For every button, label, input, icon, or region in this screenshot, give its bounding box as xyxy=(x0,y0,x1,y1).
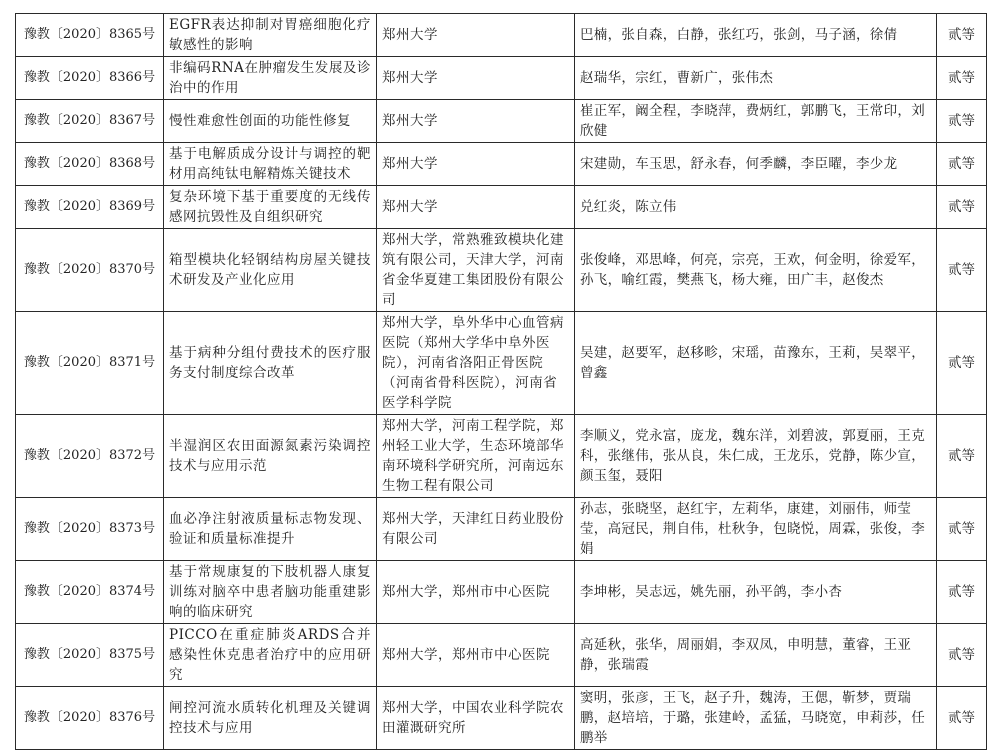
completing-persons: 高延秋，张华，周丽娟，李双凤，申明慧，董睿，王亚静，张瑞霞 xyxy=(575,624,937,687)
project-title: 半湿润区农田面源氮素污染调控技术与应用示范 xyxy=(164,415,377,498)
document-number: 豫教〔2020〕8374号 xyxy=(16,561,164,624)
project-title: 非编码RNA在肿瘤发生发展及诊治中的作用 xyxy=(164,57,377,100)
document-number: 豫教〔2020〕8370号 xyxy=(16,229,164,312)
award-grade: 贰等 xyxy=(937,186,987,229)
completing-unit: 郑州大学，常熟雅致模块化建筑有限公司，天津大学，河南省金华夏建工集团股份有限公司 xyxy=(377,229,575,312)
table-row xyxy=(16,100,987,143)
project-title: 闸控河流水质转化机理及关键调控技术与应用 xyxy=(164,687,377,750)
award-list-table xyxy=(15,13,987,750)
document-number: 豫教〔2020〕8365号 xyxy=(16,14,164,57)
completing-unit: 郑州大学，天津红日药业股份有限公司 xyxy=(377,498,575,561)
document-number: 豫教〔2020〕8375号 xyxy=(16,624,164,687)
table-row xyxy=(16,229,987,312)
completing-persons: 李顺义，党永富，庞龙，魏东洋，刘碧波，郭夏丽，王克科，张继伟，张从良，朱仁成，王龙乐，党静，陈少宣，颜玉玺，聂阳 xyxy=(575,415,937,498)
award-grade: 贰等 xyxy=(937,415,987,498)
completing-unit: 郑州大学 xyxy=(377,143,575,186)
completing-persons: 兑红炎，陈立伟 xyxy=(575,186,937,229)
completing-persons: 窦明，张彦，王飞，赵子升，魏涛，王偲，靳梦，贾瑞鹏，赵培培，于璐，张建岭，孟猛，马晓宽，申莉莎，任鹏举 xyxy=(575,687,937,750)
document-number: 豫教〔2020〕8373号 xyxy=(16,498,164,561)
project-title: 基于病种分组付费技术的医疗服务支付制度综合改革 xyxy=(164,312,377,415)
project-title: EGFR表达抑制对胃癌细胞化疗敏感性的影响 xyxy=(164,14,377,57)
award-grade: 贰等 xyxy=(937,100,987,143)
award-grade: 贰等 xyxy=(937,143,987,186)
award-grade: 贰等 xyxy=(937,312,987,415)
table-row xyxy=(16,143,987,186)
table-row xyxy=(16,57,987,100)
project-title: PICCO在重症肺炎ARDS合并感染性休克患者治疗中的应用研究 xyxy=(164,624,377,687)
table-row xyxy=(16,687,987,750)
award-grade: 贰等 xyxy=(937,57,987,100)
document-number: 豫教〔2020〕8372号 xyxy=(16,415,164,498)
project-title: 慢性难愈性创面的功能性修复 xyxy=(164,100,377,143)
document-number: 豫教〔2020〕8367号 xyxy=(16,100,164,143)
completing-persons: 赵瑞华，宗红，曹新广，张伟杰 xyxy=(575,57,937,100)
project-title: 复杂环境下基于重要度的无线传感网抗毁性及自组织研究 xyxy=(164,186,377,229)
completing-unit: 郑州大学，郑州市中心医院 xyxy=(377,624,575,687)
table-row xyxy=(16,14,987,57)
completing-persons: 巴楠，张自森，白静，张红巧，张剑，马子涵，徐倩 xyxy=(575,14,937,57)
document-number: 豫教〔2020〕8368号 xyxy=(16,143,164,186)
completing-persons: 崔正军，阚全程，李晓萍，费炳红，郭鹏飞，王常印，刘欣健 xyxy=(575,100,937,143)
table-row xyxy=(16,624,987,687)
document-number: 豫教〔2020〕8366号 xyxy=(16,57,164,100)
completing-unit: 郑州大学，郑州市中心医院 xyxy=(377,561,575,624)
award-table-page xyxy=(15,13,986,750)
table-row xyxy=(16,415,987,498)
project-title: 基于电解质成分设计与调控的靶材用高纯钛电解精炼关键技术 xyxy=(164,143,377,186)
table-row xyxy=(16,561,987,624)
completing-unit: 郑州大学，阜外华中心血管病医院（郑州大学华中阜外医院），河南省洛阳正骨医院（河南省骨科医院），河南省医学科学院 xyxy=(377,312,575,415)
document-number: 豫教〔2020〕8376号 xyxy=(16,687,164,750)
award-grade: 贰等 xyxy=(937,229,987,312)
award-grade: 贰等 xyxy=(937,561,987,624)
completing-unit: 郑州大学 xyxy=(377,57,575,100)
completing-persons: 李坤彬，吴志远，姚先丽，孙平鸽，李小杏 xyxy=(575,561,937,624)
completing-unit: 郑州大学 xyxy=(377,14,575,57)
document-number: 豫教〔2020〕8371号 xyxy=(16,312,164,415)
award-grade: 贰等 xyxy=(937,498,987,561)
completing-unit: 郑州大学，河南工程学院，郑州轻工业大学，生态环境部华南环境科学研究所，河南远东生物工程有限公司 xyxy=(377,415,575,498)
project-title: 基于常规康复的下肢机器人康复训练对脑卒中患者脑功能重建影响的临床研究 xyxy=(164,561,377,624)
project-title: 血必净注射液质量标志物发现、验证和质量标准提升 xyxy=(164,498,377,561)
award-grade: 贰等 xyxy=(937,687,987,750)
completing-unit: 郑州大学 xyxy=(377,186,575,229)
completing-persons: 宋建勋，车玉思，舒永春，何季麟，李臣曜，李少龙 xyxy=(575,143,937,186)
document-number: 豫教〔2020〕8369号 xyxy=(16,186,164,229)
project-title: 箱型模块化轻钢结构房屋关键技术研发及产业化应用 xyxy=(164,229,377,312)
table-row xyxy=(16,186,987,229)
table-row xyxy=(16,312,987,415)
completing-persons: 吴建，赵要军，赵移畛，宋瑶，苗豫东，王莉，吴翠平，曾鑫 xyxy=(575,312,937,415)
table-row xyxy=(16,498,987,561)
award-grade: 贰等 xyxy=(937,14,987,57)
completing-unit: 郑州大学 xyxy=(377,100,575,143)
award-table-body xyxy=(16,14,987,750)
completing-unit: 郑州大学，中国农业科学院农田灌溉研究所 xyxy=(377,687,575,750)
completing-persons: 孙志，张晓坚，赵红宇，左莉华，康建，刘丽伟，师莹莹，高冠民，荆自伟，杜秋争，包晓悦，周霖，张俊，李娟 xyxy=(575,498,937,561)
award-grade: 贰等 xyxy=(937,624,987,687)
completing-persons: 张俊峰，邓思峰，何亮，宗亮，王欢，何金明，徐爱军，孙飞，喻红霞，樊燕飞，杨大雍，田广丰，赵俊杰 xyxy=(575,229,937,312)
